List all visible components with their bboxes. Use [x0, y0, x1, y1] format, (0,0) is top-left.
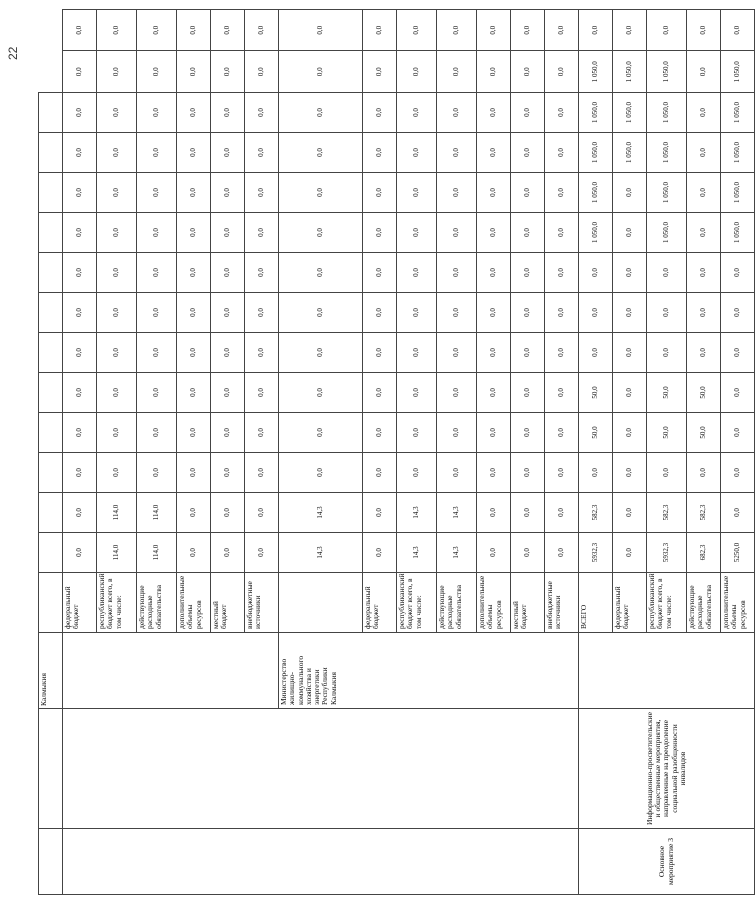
- blank-cell: [39, 573, 63, 633]
- value-cell: 0,0: [137, 93, 177, 133]
- value-cell: 0,0: [245, 173, 279, 213]
- value-cell: 0,0: [137, 51, 177, 93]
- table-row: [579, 10, 613, 895]
- value-cell: 1 050,0: [721, 93, 755, 133]
- value-cell: 0,0: [545, 453, 579, 493]
- value-cell: 0,0: [245, 293, 279, 333]
- blank-cell: [39, 413, 63, 453]
- value-cell: 0,0: [363, 93, 397, 133]
- value-cell: 0,0: [211, 173, 245, 213]
- value-cell: 0,0: [363, 333, 397, 373]
- value-cell: 0,0: [363, 10, 397, 52]
- blank-cell: [39, 829, 63, 895]
- source-label: внебюджетные источники: [245, 573, 279, 633]
- value-cell: 0,0: [647, 293, 687, 333]
- value-cell: 0,0: [437, 413, 477, 453]
- value-cell: 5250,0: [721, 533, 755, 573]
- blank-cell: [39, 213, 63, 253]
- value-cell: 0,0: [579, 453, 613, 493]
- value-cell: 0,0: [63, 413, 97, 453]
- value-cell: 682,3: [687, 533, 721, 573]
- value-cell: 0,0: [279, 213, 363, 253]
- value-cell: 0,0: [721, 453, 755, 493]
- value-cell: 0,0: [687, 453, 721, 493]
- blank-cell: [39, 493, 63, 533]
- value-cell: 0,0: [63, 93, 97, 133]
- value-cell: 0,0: [97, 213, 137, 253]
- source-label: федеральный бюджет: [613, 573, 647, 633]
- value-cell: 0,0: [363, 173, 397, 213]
- value-cell: 0,0: [647, 10, 687, 52]
- value-cell: 0,0: [687, 333, 721, 373]
- value-cell: 0,0: [511, 173, 545, 213]
- value-cell: 0,0: [511, 293, 545, 333]
- value-cell: 0,0: [211, 213, 245, 253]
- value-cell: 0,0: [137, 253, 177, 293]
- value-cell: 50,0: [647, 413, 687, 453]
- value-cell: 0,0: [137, 413, 177, 453]
- value-cell: 0,0: [477, 533, 511, 573]
- value-cell: 0,0: [579, 293, 613, 333]
- value-cell: 0,0: [279, 51, 363, 93]
- value-cell: 0,0: [477, 213, 511, 253]
- value-cell: 0,0: [279, 173, 363, 213]
- value-cell: 0,0: [721, 253, 755, 293]
- value-cell: 0,0: [477, 133, 511, 173]
- value-cell: 0,0: [177, 51, 211, 93]
- value-cell: 0,0: [477, 293, 511, 333]
- value-cell: 0,0: [687, 253, 721, 293]
- value-cell: 0,0: [177, 333, 211, 373]
- value-cell: 0,0: [363, 533, 397, 573]
- value-cell: 0,0: [363, 453, 397, 493]
- value-cell: 1 050,0: [721, 213, 755, 253]
- value-cell: 0,0: [211, 93, 245, 133]
- value-cell: 0,0: [245, 453, 279, 493]
- source-label: местный бюджет: [211, 573, 245, 633]
- value-cell: 0,0: [137, 10, 177, 52]
- value-cell: 0,0: [137, 453, 177, 493]
- value-cell: 114,0: [97, 533, 137, 573]
- value-cell: 0,0: [97, 293, 137, 333]
- value-cell: 0,0: [245, 93, 279, 133]
- event-name: Информационно-просветительские и общественные мероприятия, направленные на преодоление социальной разобщенности инвалидов: [579, 709, 755, 829]
- value-cell: 0,0: [97, 333, 137, 373]
- value-cell: 0,0: [687, 133, 721, 173]
- value-cell: 0,0: [397, 51, 437, 93]
- value-cell: 0,0: [437, 293, 477, 333]
- value-cell: 0,0: [97, 373, 137, 413]
- value-cell: 0,0: [477, 253, 511, 293]
- value-cell: 0,0: [177, 453, 211, 493]
- value-cell: 0,0: [397, 173, 437, 213]
- value-cell: 0,0: [397, 213, 437, 253]
- value-cell: 0,0: [137, 293, 177, 333]
- value-cell: 0,0: [279, 253, 363, 293]
- value-cell: 0,0: [177, 493, 211, 533]
- value-cell: 0,0: [545, 293, 579, 333]
- value-cell: 0,0: [613, 253, 647, 293]
- value-cell: 0,0: [279, 10, 363, 52]
- value-cell: 0,0: [177, 93, 211, 133]
- value-cell: 0,0: [279, 293, 363, 333]
- value-cell: 0,0: [97, 413, 137, 453]
- value-cell: 0,0: [511, 133, 545, 173]
- value-cell: 0,0: [63, 493, 97, 533]
- value-cell: 114,0: [137, 493, 177, 533]
- value-cell: 0,0: [613, 453, 647, 493]
- blank-cell: [39, 453, 63, 493]
- value-cell: 0,0: [647, 333, 687, 373]
- value-cell: 0,0: [245, 10, 279, 52]
- table-row: [63, 10, 97, 895]
- value-cell: 0,0: [687, 10, 721, 52]
- value-cell: 0,0: [721, 493, 755, 533]
- value-cell: 0,0: [245, 253, 279, 293]
- value-cell: 0,0: [63, 173, 97, 213]
- value-cell: 0,0: [545, 373, 579, 413]
- value-cell: 0,0: [687, 51, 721, 93]
- value-cell: 0,0: [613, 293, 647, 333]
- blank-cell: [39, 93, 63, 133]
- value-cell: 0,0: [363, 213, 397, 253]
- value-cell: 0,0: [97, 173, 137, 213]
- value-cell: 0,0: [687, 93, 721, 133]
- value-cell: 0,0: [363, 51, 397, 93]
- value-cell: 0,0: [437, 51, 477, 93]
- blank-cell: [39, 253, 63, 293]
- blank-cell: [39, 709, 63, 829]
- event-type: Основное мероприятие 3: [579, 829, 755, 895]
- value-cell: 0,0: [245, 373, 279, 413]
- value-cell: 0,0: [687, 213, 721, 253]
- value-cell: 0,0: [721, 413, 755, 453]
- blank-cell: [39, 333, 63, 373]
- blank-cell: [63, 709, 579, 829]
- source-label: действующие расходные обязательства: [437, 573, 477, 633]
- value-cell: 14,3: [437, 533, 477, 573]
- value-cell: 114,0: [137, 533, 177, 573]
- value-cell: 0,0: [545, 133, 579, 173]
- value-cell: 0,0: [721, 333, 755, 373]
- value-cell: 0,0: [477, 51, 511, 93]
- value-cell: 1 050,0: [647, 93, 687, 133]
- value-cell: 0,0: [721, 10, 755, 52]
- value-cell: 50,0: [687, 373, 721, 413]
- value-cell: 0,0: [177, 293, 211, 333]
- value-cell: 0,0: [63, 333, 97, 373]
- value-cell: 0,0: [511, 333, 545, 373]
- value-cell: 0,0: [211, 373, 245, 413]
- value-cell: 0,0: [397, 373, 437, 413]
- value-cell: 1 050,0: [721, 133, 755, 173]
- value-cell: 0,0: [279, 133, 363, 173]
- value-cell: 0,0: [511, 413, 545, 453]
- value-cell: 0,0: [211, 533, 245, 573]
- value-cell: 0,0: [397, 333, 437, 373]
- value-cell: 0,0: [613, 173, 647, 213]
- value-cell: 582,3: [647, 493, 687, 533]
- value-cell: 0,0: [245, 133, 279, 173]
- page-number: 22: [6, 46, 20, 60]
- blank-cell: [279, 573, 363, 633]
- value-cell: 0,0: [363, 413, 397, 453]
- value-cell: 0,0: [177, 173, 211, 213]
- source-label: республиканский бюджет всего, в том числе:: [647, 573, 687, 633]
- value-cell: 1 050,0: [579, 93, 613, 133]
- value-cell: 0,0: [177, 373, 211, 413]
- value-cell: 0,0: [97, 93, 137, 133]
- value-cell: 0,0: [137, 133, 177, 173]
- value-cell: 0,0: [177, 413, 211, 453]
- value-cell: 5932,3: [579, 533, 613, 573]
- blank-cell: [579, 633, 755, 709]
- value-cell: 50,0: [647, 373, 687, 413]
- value-cell: 0,0: [477, 333, 511, 373]
- value-cell: 0,0: [511, 51, 545, 93]
- value-cell: 0,0: [279, 453, 363, 493]
- value-cell: 0,0: [437, 253, 477, 293]
- value-cell: 0,0: [63, 293, 97, 333]
- value-cell: 0,0: [437, 93, 477, 133]
- source-label: действующие расходные обязательства: [687, 573, 721, 633]
- value-cell: 0,0: [477, 493, 511, 533]
- value-cell: 1 050,0: [647, 133, 687, 173]
- value-cell: 0,0: [397, 10, 437, 52]
- source-label: федеральный бюджет: [363, 573, 397, 633]
- value-cell: 0,0: [63, 373, 97, 413]
- value-cell: 0,0: [613, 333, 647, 373]
- value-cell: 0,0: [647, 253, 687, 293]
- value-cell: 1 050,0: [721, 173, 755, 213]
- value-cell: 0,0: [97, 133, 137, 173]
- value-cell: 0,0: [477, 453, 511, 493]
- value-cell: 0,0: [177, 533, 211, 573]
- value-cell: 0,0: [511, 253, 545, 293]
- value-cell: 0,0: [97, 253, 137, 293]
- value-cell: 0,0: [211, 453, 245, 493]
- value-cell: 0,0: [279, 373, 363, 413]
- value-cell: 0,0: [477, 173, 511, 213]
- value-cell: 0,0: [511, 533, 545, 573]
- value-cell: 0,0: [363, 253, 397, 293]
- value-cell: 0,0: [177, 133, 211, 173]
- blank-cell: [63, 633, 279, 709]
- value-cell: 0,0: [545, 533, 579, 573]
- blank-cell: [39, 293, 63, 333]
- value-cell: 0,0: [397, 293, 437, 333]
- value-cell: 0,0: [613, 493, 647, 533]
- value-cell: 0,0: [397, 253, 437, 293]
- value-cell: 0,0: [363, 493, 397, 533]
- value-cell: 0,0: [211, 10, 245, 52]
- value-cell: 14,3: [397, 533, 437, 573]
- value-cell: 0,0: [63, 213, 97, 253]
- value-cell: 0,0: [397, 133, 437, 173]
- value-cell: 0,0: [477, 93, 511, 133]
- value-cell: 582,3: [687, 493, 721, 533]
- value-cell: 1 050,0: [579, 173, 613, 213]
- value-cell: 0,0: [245, 333, 279, 373]
- value-cell: 0,0: [579, 333, 613, 373]
- header-continuation-cell: Калмыкия: [39, 633, 63, 709]
- value-cell: 0,0: [477, 373, 511, 413]
- value-cell: 0,0: [545, 333, 579, 373]
- source-label: внебюджетные источники: [545, 573, 579, 633]
- value-cell: 0,0: [97, 453, 137, 493]
- value-cell: 0,0: [177, 10, 211, 52]
- value-cell: 0,0: [397, 453, 437, 493]
- value-cell: 0,0: [721, 373, 755, 413]
- value-cell: 0,0: [177, 253, 211, 293]
- value-cell: 1 050,0: [647, 173, 687, 213]
- value-cell: 0,0: [579, 253, 613, 293]
- value-cell: 0,0: [511, 493, 545, 533]
- value-cell: 0,0: [279, 413, 363, 453]
- value-cell: 0,0: [63, 533, 97, 573]
- value-cell: 0,0: [613, 213, 647, 253]
- value-cell: 1 050,0: [579, 133, 613, 173]
- value-cell: 1 050,0: [579, 51, 613, 93]
- value-cell: 0,0: [363, 133, 397, 173]
- value-cell: 0,0: [545, 51, 579, 93]
- value-cell: 0,0: [397, 413, 437, 453]
- blank-cell: [39, 173, 63, 213]
- value-cell: 0,0: [477, 10, 511, 52]
- value-cell: 1 050,0: [647, 51, 687, 93]
- value-cell: 0,0: [545, 93, 579, 133]
- value-cell: 1 050,0: [647, 213, 687, 253]
- value-cell: 0,0: [613, 373, 647, 413]
- blank-cell: [63, 829, 579, 895]
- value-cell: 0,0: [477, 413, 511, 453]
- value-cell: 0,0: [545, 413, 579, 453]
- value-cell: 0,0: [579, 10, 613, 52]
- blank-cell: [39, 133, 63, 173]
- value-cell: 0,0: [437, 10, 477, 52]
- value-cell: 1 050,0: [613, 51, 647, 93]
- value-cell: 14,3: [279, 533, 363, 573]
- value-cell: 0,0: [211, 51, 245, 93]
- value-cell: 0,0: [613, 413, 647, 453]
- value-cell: 0,0: [97, 10, 137, 52]
- value-cell: 0,0: [63, 253, 97, 293]
- value-cell: 0,0: [397, 93, 437, 133]
- value-cell: 0,0: [245, 533, 279, 573]
- value-cell: 0,0: [245, 413, 279, 453]
- value-cell: 0,0: [211, 333, 245, 373]
- value-cell: 0,0: [545, 10, 579, 52]
- value-cell: 0,0: [721, 293, 755, 333]
- value-cell: 0,0: [211, 493, 245, 533]
- source-label: республиканский бюджет всего, в том числе:: [97, 573, 137, 633]
- value-cell: 0,0: [63, 10, 97, 52]
- value-cell: 0,0: [137, 173, 177, 213]
- value-cell: 0,0: [511, 453, 545, 493]
- value-cell: 0,0: [613, 533, 647, 573]
- value-cell: 14,3: [279, 493, 363, 533]
- value-cell: 0,0: [245, 213, 279, 253]
- source-label: дополнительные объемы ресурсов: [477, 573, 511, 633]
- value-cell: 1 050,0: [613, 133, 647, 173]
- value-cell: 0,0: [63, 51, 97, 93]
- value-cell: 1 050,0: [721, 51, 755, 93]
- value-cell: 0,0: [437, 173, 477, 213]
- value-cell: 0,0: [211, 253, 245, 293]
- value-cell: 0,0: [437, 213, 477, 253]
- value-cell: 0,0: [363, 373, 397, 413]
- value-cell: 582,3: [579, 493, 613, 533]
- value-cell: 0,0: [137, 333, 177, 373]
- value-cell: 14,3: [437, 493, 477, 533]
- value-cell: 5932,3: [647, 533, 687, 573]
- value-cell: 0,0: [437, 453, 477, 493]
- value-cell: 0,0: [137, 373, 177, 413]
- value-cell: 0,0: [211, 293, 245, 333]
- value-cell: 0,0: [545, 253, 579, 293]
- value-cell: 0,0: [279, 333, 363, 373]
- value-cell: 0,0: [63, 133, 97, 173]
- value-cell: 0,0: [177, 213, 211, 253]
- value-cell: 0,0: [437, 133, 477, 173]
- value-cell: 0,0: [97, 51, 137, 93]
- source-label: ВСЕГО: [579, 573, 613, 633]
- value-cell: 0,0: [687, 293, 721, 333]
- value-cell: 0,0: [545, 213, 579, 253]
- value-cell: 0,0: [211, 413, 245, 453]
- source-label: дополнительные объемы ресурсов: [721, 573, 755, 633]
- value-cell: 50,0: [579, 373, 613, 413]
- value-cell: 0,0: [613, 10, 647, 52]
- blank-cell: [39, 373, 63, 413]
- source-label: федеральный бюджет: [63, 573, 97, 633]
- value-cell: 1 050,0: [579, 213, 613, 253]
- value-cell: 0,0: [511, 93, 545, 133]
- value-cell: 0,0: [647, 453, 687, 493]
- value-cell: 0,0: [363, 293, 397, 333]
- source-label: республиканский бюджет всего, в том числе:: [397, 573, 437, 633]
- source-label: дополнительные объемы ресурсов: [177, 573, 211, 633]
- value-cell: 0,0: [511, 213, 545, 253]
- value-cell: 0,0: [279, 93, 363, 133]
- value-cell: 50,0: [579, 413, 613, 453]
- value-cell: 1 050,0: [613, 93, 647, 133]
- executor-name: Министерство жилищно-коммунального хозяйства и энергетики Республики Калмыкия: [279, 633, 579, 709]
- value-cell: 0,0: [545, 173, 579, 213]
- value-cell: 0,0: [511, 10, 545, 52]
- value-cell: 0,0: [211, 133, 245, 173]
- value-cell: 0,0: [437, 333, 477, 373]
- table-row: [39, 10, 63, 895]
- blank-cell: [39, 533, 63, 573]
- value-cell: 14,3: [397, 493, 437, 533]
- value-cell: 0,0: [437, 373, 477, 413]
- value-cell: 0,0: [511, 373, 545, 413]
- value-cell: 0,0: [137, 213, 177, 253]
- value-cell: 50,0: [687, 413, 721, 453]
- value-cell: 0,0: [245, 51, 279, 93]
- value-cell: 0,0: [245, 493, 279, 533]
- value-cell: 114,0: [97, 493, 137, 533]
- value-cell: 0,0: [63, 453, 97, 493]
- value-cell: 0,0: [687, 173, 721, 213]
- source-label: действующие расходные обязательства: [137, 573, 177, 633]
- value-cell: 0,0: [545, 493, 579, 533]
- budget-table: [38, 9, 755, 895]
- source-label: местный бюджет: [511, 573, 545, 633]
